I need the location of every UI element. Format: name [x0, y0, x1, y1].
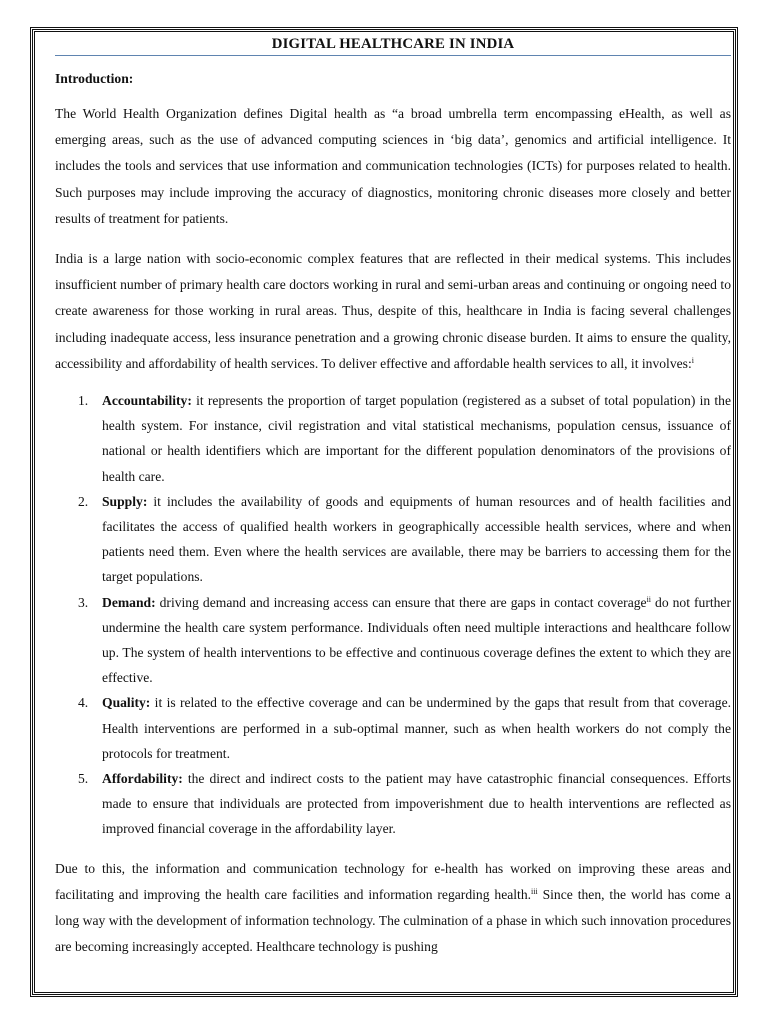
document-body	[55, 36, 731, 986]
list-item-text: it is related to the effective coverage and can be undermined by the gaps that result from that coverage. Health interventions are performed in a sub-optimal manner, such as when health workers do not comply the protocols for treatment.	[102, 695, 731, 761]
list-item-number: 3.	[78, 594, 89, 610]
paragraph	[55, 101, 731, 232]
paragraph	[55, 856, 731, 961]
paragraph	[55, 246, 731, 377]
list-item-text-continued: do not further undermine the health care system performance. Individuals often need multiple interactions and healthcare follow up. The system of health interventions to be effective and continuous coverage defines the extent to which they are effective.	[102, 594, 731, 686]
introduction-heading: Introduction:	[55, 71, 134, 86]
list-item	[55, 766, 731, 842]
list-item-text: the direct and indirect costs to the patient may have catastrophic financial consequences. Efforts made to ensure that individuals are protected from impoverishment due to health interventions are reflected as improved financial coverage in the affordability layer.	[102, 771, 731, 837]
numbered-list	[55, 388, 731, 842]
footnote-marker[interactable]: i	[691, 355, 694, 365]
list-item	[55, 690, 731, 766]
paragraph-text: India is a large nation with socio-economic complex features that are reflected in their medical systems. This includes insufficient number of primary health care doctors working in rural and semi-urban areas and continuing or ongoing need to create awareness for those working in rural areas. Thus, despite of this, healthcare in India is facing several challenges including inadequate access, less insurance penetration and a growing chronic disease burden. It aims to ensure the quality, accessibility and affordability of health services. To deliver effective and affordable health services to all, it involves:	[55, 251, 731, 371]
list-item-number: 1.	[78, 393, 89, 409]
list-item	[55, 590, 731, 691]
list-item-text: it represents the proportion of target population (registered as a subset of total population) in the health system. For instance, civil registration and vital statistical mechanisms, population census, issuance of national or health identifiers which are important for the different population denominators of the provisions of health care.	[102, 393, 731, 484]
list-item	[55, 388, 731, 489]
list-item-number: 5.	[78, 771, 89, 787]
list-item	[55, 489, 731, 590]
document-title: DIGITAL HEALTHCARE IN INDIA	[271, 36, 515, 52]
paragraph-text: The World Health Organization defines Digital health as “a broad umbrella term encompassing eHealth, as well as emerging areas, such as the use of advanced computing sciences in ‘big data’, genomics and artificial intelligence. It includes the tools and services that use information and communication technologies (ICTs) for purposes related to health. Such purposes may include improving the accuracy of diagnostics, monitoring chronic diseases more closely and better results of treatment for patients.	[55, 106, 731, 226]
list-item-text: it includes the availability of goods and equipments of human resources and of health facilities and facilitates the access of qualified health workers in geographically accessible health services, where and when patients need them. Even where the health services are available, there may be barriers to accessing them for the target populations.	[102, 493, 731, 585]
list-item-term: Affordability:	[102, 771, 183, 787]
list-item-number: 4.	[78, 695, 89, 711]
footnote-marker[interactable]: iii	[531, 886, 538, 896]
list-item-term: Demand:	[102, 594, 156, 610]
list-item-term: Supply:	[102, 493, 148, 509]
list-item-term: Quality:	[102, 695, 151, 711]
list-item-term: Accountability:	[102, 393, 192, 409]
footnote-marker[interactable]: ii	[646, 594, 652, 604]
list-item-number: 2.	[78, 493, 89, 509]
paragraph-text-continued: Since then, the world has come a long way with the development of information technology. The culmination of a phase in which such innovation procedures are becoming increasingly accepted. Healthcare technology is pushing	[55, 886, 731, 955]
title-divider	[55, 55, 731, 56]
list-item-text: driving demand and increasing access can ensure that there are gaps in contact coverage	[155, 594, 647, 610]
paragraph-text: Due to this, the information and communication technology for e-health has worked on improving these areas and facilitating and improving the health care facilities and information regarding health.	[55, 860, 731, 902]
